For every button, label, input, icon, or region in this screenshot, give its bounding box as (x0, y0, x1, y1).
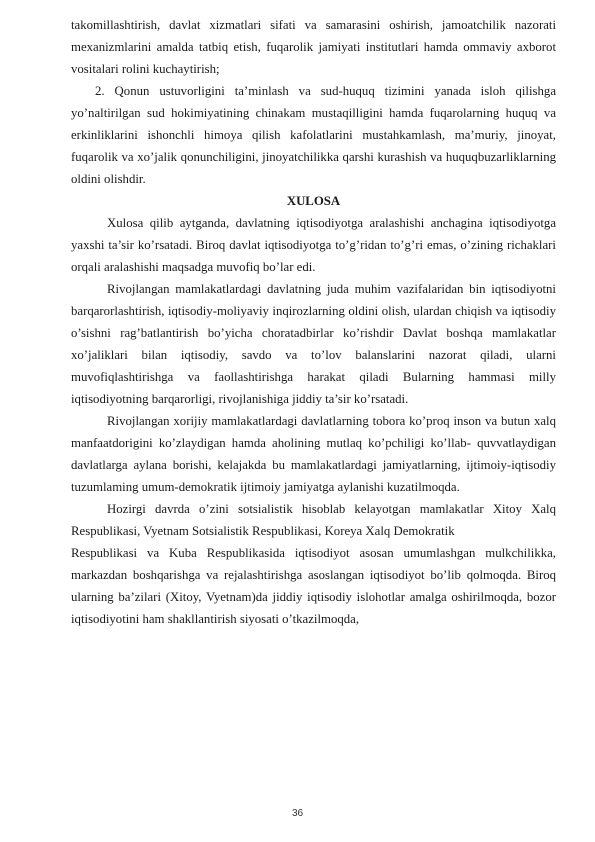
section-heading: XULOSA (286, 194, 341, 208)
paragraph-conclusion-1: Xulosa qilib aytganda, davlatning iqtisodiyotga aralashishi anchagina iqtisodiyotga yaxshi ta’sir ko’rsatadi. Biroq davlat iqtisodiyotga to’g’ridan to’g’ri emas, o’zining richaklari orqali aralashishi maqsadga muvofiq bo’lar edi. (71, 216, 556, 274)
page-number: 36 (291, 808, 304, 819)
paragraph-conclusion-2: Rivojlangan mamlakatlardagi davlatning juda muhim vazifalaridan bin iqtisodiyotni barqarorlashtirish, iqtisodiy-moliyaviy inqirozlarning oldini olish, ulardan chiqish va iqtisodiy o’sishni rag’batlantirish bo’yicha choratadbirlar ko’rishdir Davlat boshqa mamlakatlar xo’jaliklari bilan iqtisodiy, savdo va to’lov balanslarini nazorat qiladi, ularni muvofiqlashtirishga va faollashtirishga harakat qiladi Bularning hammasi milly iqtisodiyotning barqarorligi, rivojlanishiga jiddiy ta’sir ko’rsatadi. (71, 282, 556, 406)
paragraph-conclusion-3: Rivojlangan xorijiy mamlakatlardagi davlatlarning tobora ko’proq inson va butun xalq manfaatdorigini ko’zlaydigan hamda aholining mutlaq ko’pchiligi ko’llab- quvvatlaydigan davlatlarga aylana borishi, kelajakda bu mamlakatlardagi jamiyatlarning, ijtimoiy-iqtisodiy tuzumlaming umum-demokratik ijtimoiy jamiyatga aylanishi kuzatilmoqda. (71, 414, 556, 494)
paragraph-item-2: 2. Qonun ustuvorligini ta’minlash va sud-huquq tizimini yanada isloh qilishga yo’naltirilgan sud hokimiyatining chinakam mustaqilligini hamda fuqarolarning huquq va erkinliklarini ishonchli himoya qilish kafolatlarini mustahkamlash, ma’muriy, jinoyat, fuqarolik va xo’jalik qonunchiligini, jinoyatchilikka qarshi kurashish va huquqbuzarliklarning oldini olishdir. (71, 84, 556, 186)
paragraph-continuation: takomillashtirish, davlat xizmatlari sifati va samarasini oshirish, jamoatchilik nazorati mexanizmlarini amalda tatbiq etish, fuqarolik jamiyati institutlari hamda ommaviy axborot vositalari rolini kuchaytirish; (71, 18, 556, 76)
document-body (71, 14, 556, 630)
paragraph-conclusion-5: Respublikasi va Kuba Respublikasida iqtisodiyot asosan umumlashgan mulkchilikka, markazdan boshqarishga va rejalashtirishga asoslangan iqtisodiyot bo’lib qolmoqda. Biroq ularning ba’zilari (Xitoy, Vyetnam)da jiddiy iqtisodiy islohotlar amalga oshirilmoqda, bozor iqtisodiyotini ham shakllantirish siyosati o’tkazilmoqda, (71, 546, 556, 626)
paragraph-conclusion-4: Hozirgi davrda o’zini sotsialistik hisoblab kelayotgan mamlakatlar Xitoy Xalq Respublikasi, Vyetnam Sotsialistik Respublikasi, Koreya Xalq Demokratik (71, 502, 556, 538)
